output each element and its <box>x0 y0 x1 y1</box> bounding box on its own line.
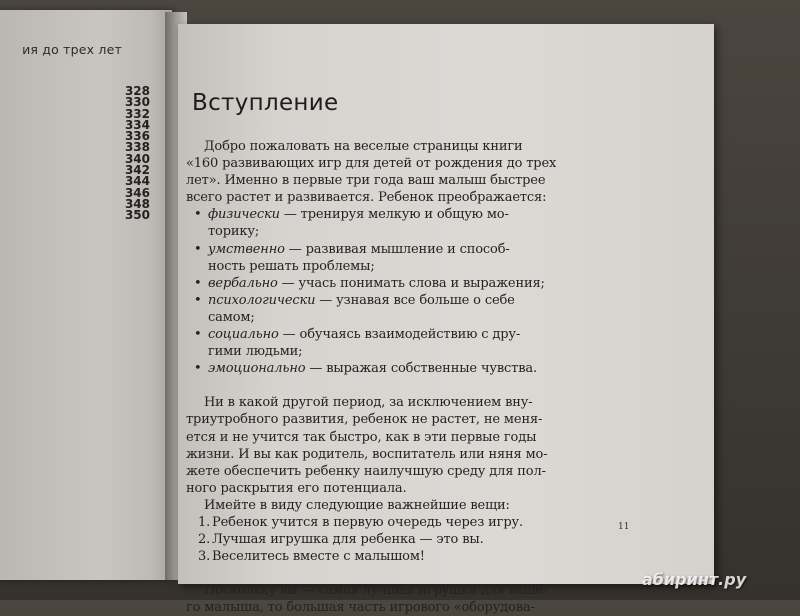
bullet-term: эмоционально <box>208 361 306 377</box>
toc-page-number: 342 <box>124 163 150 178</box>
list-item <box>186 514 634 531</box>
second-paragraph <box>186 394 634 497</box>
list-number: 1. <box>198 514 211 530</box>
bullet-text: — обучаясь взаимодействию с дру- <box>278 327 521 343</box>
bullet-text: гими людьми; <box>208 344 303 360</box>
text-line: ется и не учится так быстро, как в эти первые годы <box>186 429 537 445</box>
bullet-icon: • <box>194 361 202 377</box>
bullet-text: — развивая мышление и способ- <box>284 241 510 257</box>
list-item-text: Веселитесь вместе с малышом! <box>212 549 425 565</box>
page-number: 11 <box>618 522 630 532</box>
bullet-icon: • <box>194 207 202 223</box>
text-line: Добро пожаловать на веселые страницы книги <box>204 139 523 154</box>
list-item <box>186 241 634 275</box>
list-number: 2. <box>198 532 211 548</box>
toc-page-number: 330 <box>124 95 150 110</box>
bullet-icon: • <box>194 327 202 343</box>
toc-page-number: 336 <box>124 129 150 144</box>
list-item <box>186 206 634 240</box>
toc-page-number: 332 <box>124 106 150 121</box>
list-item <box>186 292 634 326</box>
list-item <box>186 531 634 548</box>
bullet-text: — узнавая все больше о себе <box>315 292 515 308</box>
list-item <box>186 360 634 377</box>
bullet-icon: • <box>194 241 202 257</box>
text-line: всего растет и развивается. Ребенок преображается: <box>186 190 547 206</box>
paragraph-spacer <box>186 565 634 582</box>
toc-page-number: 334 <box>124 117 150 132</box>
list-number: 3. <box>198 549 211 565</box>
watermark: абиринт.ру <box>642 570 747 589</box>
left-page <box>0 10 172 580</box>
list-item-text: Лучшая игрушка для ребенка — это вы. <box>212 532 484 548</box>
list-item <box>186 548 634 565</box>
list-intro: Имейте в виду следующие важнейшие вещи: <box>204 497 510 513</box>
text-line: Поскольку вы — самая лучшая игрушка для ваше- <box>204 583 548 599</box>
bullet-text: — учась понимать слова и выражения; <box>277 275 545 291</box>
body-text <box>186 138 634 616</box>
list-item-text: Ребенок учится в первую очередь через игру. <box>212 514 523 530</box>
toc-page-number: 346 <box>124 185 150 200</box>
toc-page-number: 340 <box>124 151 150 166</box>
text-line: жизни. И вы как родитель, воспитатель или няня мо- <box>186 446 548 462</box>
toc-page-number: 344 <box>124 174 150 189</box>
text-line: Ни в какой другой период, за исключением вну- <box>204 395 533 411</box>
toc-page-number: 350 <box>124 208 150 223</box>
bullet-text: — выражая собственные чувства. <box>305 361 537 377</box>
text-line: ного раскрытия его потенциала. <box>186 480 407 496</box>
text-line: триутробного развития, ребенок не растет, не меня- <box>186 412 543 428</box>
text-line: жете обеспечить ребенку наилучшую среду для пол- <box>186 463 546 479</box>
bullet-text: торику; <box>208 224 260 240</box>
intro-paragraph <box>186 138 634 206</box>
bullet-term: физически <box>208 207 280 223</box>
numbered-list <box>186 514 634 565</box>
paragraph-spacer <box>186 377 634 394</box>
bullet-term: умственно <box>208 241 285 257</box>
bullet-text: ность решать проблемы; <box>208 258 375 274</box>
list-item <box>186 275 634 292</box>
bullet-term: социально <box>208 327 279 343</box>
text-line: лет». Именно в первые три года ваш малыш быстрее <box>186 173 546 189</box>
left-page-header: ия до трех лет <box>22 42 122 57</box>
toc-page-number: 348 <box>124 196 150 211</box>
third-paragraph <box>186 582 634 616</box>
toc-page-number: 328 <box>124 84 150 98</box>
bullet-text: самом; <box>208 309 255 325</box>
right-page <box>178 24 714 616</box>
toc-page-number: 338 <box>124 140 150 155</box>
bullet-term: вербально <box>208 275 278 291</box>
development-bullet-list <box>186 206 634 377</box>
bullet-icon: • <box>194 292 202 308</box>
bullet-text: — тренируя мелкую и общую мо- <box>279 207 509 223</box>
list-item <box>186 326 634 360</box>
text-line: го малыша, то большая часть игрового «оборудова- <box>186 600 535 616</box>
table-of-contents-page-numbers <box>0 86 150 222</box>
chapter-title: Вступление <box>192 90 339 116</box>
bullet-term: психологически <box>208 292 316 308</box>
text-line: «160 развивающих игр для детей от рождения до трех <box>186 156 557 172</box>
bullet-icon: • <box>194 275 202 291</box>
